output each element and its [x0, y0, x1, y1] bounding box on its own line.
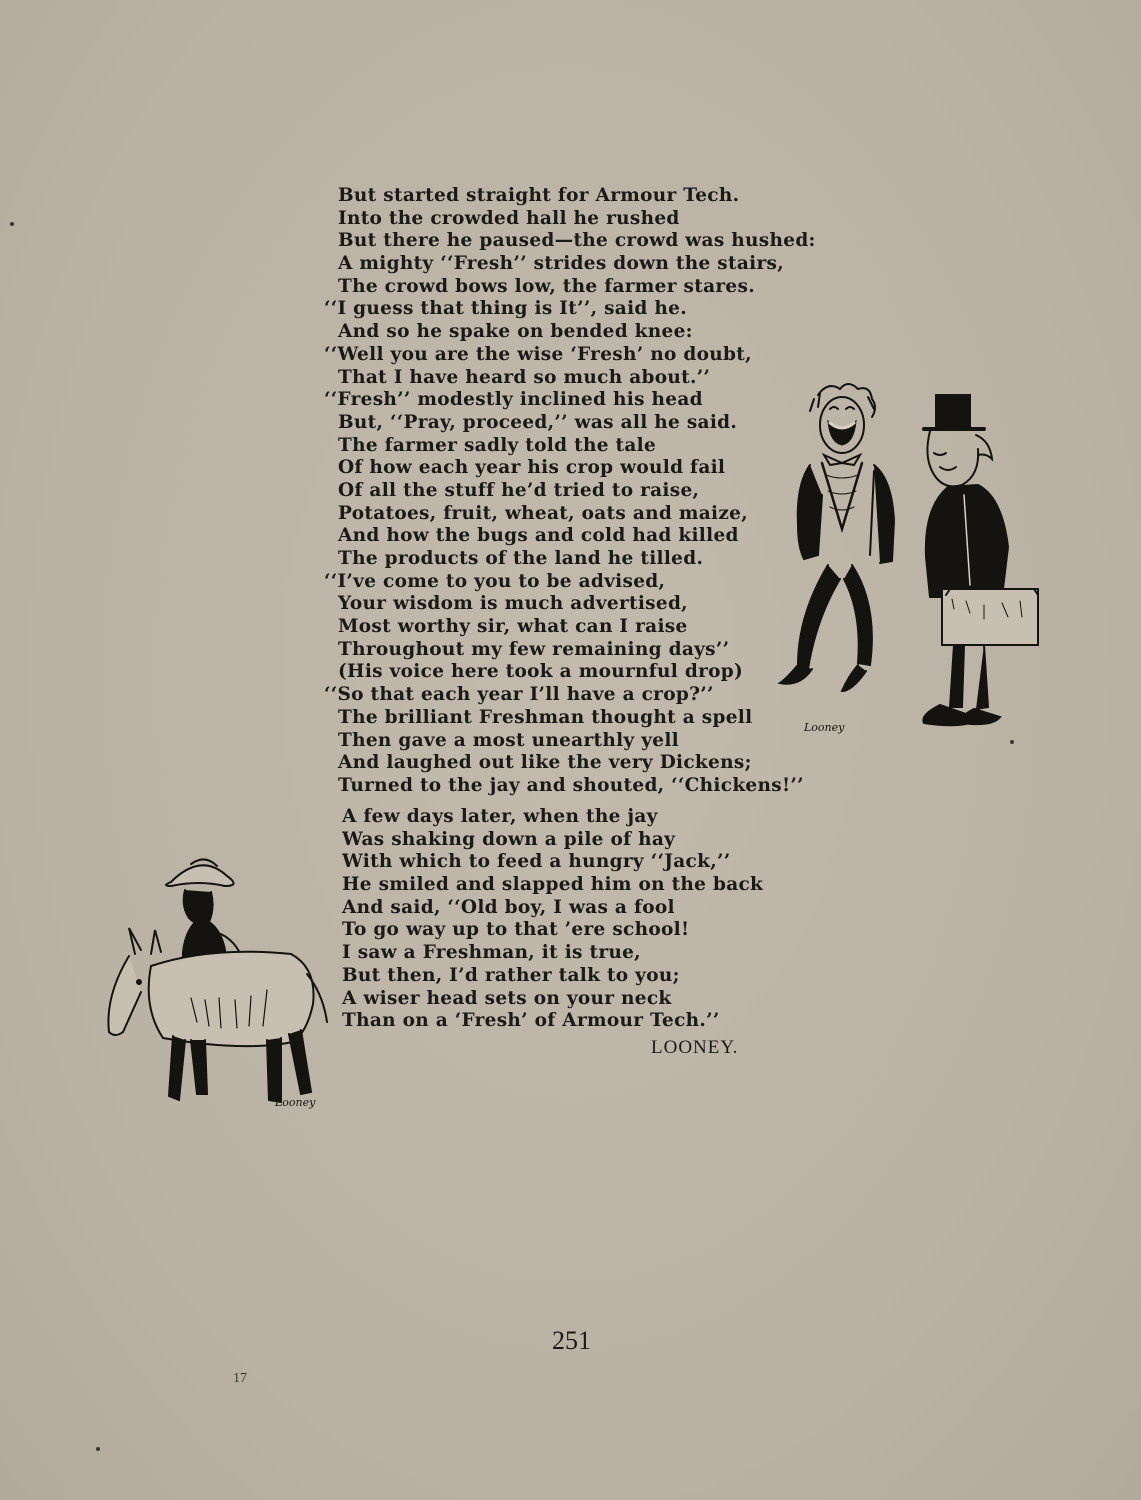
poem-line: Turned to the jay and shouted, ‘‘Chickens!’’ — [338, 774, 804, 796]
poem-line: Was shaking down a pile of hay — [342, 828, 676, 850]
poem-line: And how the bugs and cold had killed — [338, 525, 739, 547]
poem-line: That I have heard so much about.’’ — [338, 366, 711, 388]
page-number: 251 — [552, 1326, 591, 1355]
poem-line: To go way up to that ’ere school! — [342, 919, 690, 941]
poem-line: And said, ‘‘Old boy, I was a fool — [342, 896, 675, 918]
illustration-signature: Looney — [804, 721, 845, 734]
poem-line: And so he spake on bended knee: — [338, 321, 693, 343]
poem-stanza-2 — [342, 806, 763, 1033]
poem-line: But, ‘‘Pray, proceed,’’ was all he said. — [338, 411, 738, 433]
paper-speck — [1010, 740, 1014, 744]
illustration-signature: Looney — [275, 1096, 316, 1109]
poem-line: ‘‘I’ve come to you to be advised, — [324, 570, 666, 592]
poem-line: A wiser head sets on your neck — [342, 987, 672, 1009]
poem-line: Into the crowded hall he rushed — [338, 207, 680, 229]
paper-speck — [96, 1447, 100, 1451]
poem-line: ‘‘Fresh’’ modestly inclined his head — [324, 389, 703, 411]
poem-line: The brilliant Freshman thought a spell — [338, 706, 753, 728]
poem-line: Your wisdom is much advertised, — [338, 593, 688, 615]
poem-line: The farmer sadly told the tale — [338, 434, 657, 456]
poem-line: Then gave a most unearthly yell — [338, 729, 679, 751]
poem-line: Potatoes, fruit, wheat, oats and maize, — [338, 502, 748, 524]
poem-line: But started straight for Armour Tech. — [338, 185, 740, 206]
poem-line: And laughed out like the very Dickens; — [338, 752, 752, 774]
poem-line: I saw a Freshman, it is true, — [342, 942, 641, 964]
farmer-on-donkey-illustration — [95, 850, 345, 1120]
poem-line: He smiled and slapped him on the back — [342, 874, 764, 896]
poem-line: Than on a ‘Fresh’ of Armour Tech.’’ — [342, 1010, 720, 1032]
poem-line: Most worthy sir, what can I raise — [338, 616, 688, 638]
paper-speck — [10, 222, 14, 226]
poem-line: With which to feed a hungry ‘‘Jack,’’ — [342, 851, 731, 873]
freshman-and-farmer-illustration — [770, 375, 1050, 745]
poem-line: The products of the land he tilled. — [338, 548, 704, 569]
poem-line: Throughout my few remaining days’’ — [338, 638, 730, 660]
poem-line: A few days later, when the jay — [342, 806, 658, 827]
poem-line: A mighty ‘‘Fresh’’ strides down the stairs, — [338, 253, 784, 275]
poem-line: The crowd bows low, the farmer stares. — [338, 275, 755, 297]
poem-line: But there he paused—the crowd was hushed: — [338, 230, 816, 252]
poem-line: (His voice here took a mournful drop) — [338, 661, 744, 683]
poem-line: ‘‘I guess that thing is It’’, said he. — [324, 298, 687, 320]
plate-number: 17 — [233, 1371, 247, 1386]
poem-signature: LOONEY. — [651, 1037, 739, 1058]
poem-line: ‘‘So that each year I’ll have a crop?’’ — [324, 684, 714, 706]
poem-line: Of how each year his crop would fail — [338, 457, 726, 479]
poem-line: Of all the stuff he’d tried to raise, — [338, 479, 700, 501]
poem-stanza-1 — [324, 185, 816, 798]
poem-line: But then, I’d rather talk to you; — [342, 964, 680, 986]
poem-line: ‘‘Well you are the wise ‘Fresh’ no doubt, — [324, 343, 752, 365]
